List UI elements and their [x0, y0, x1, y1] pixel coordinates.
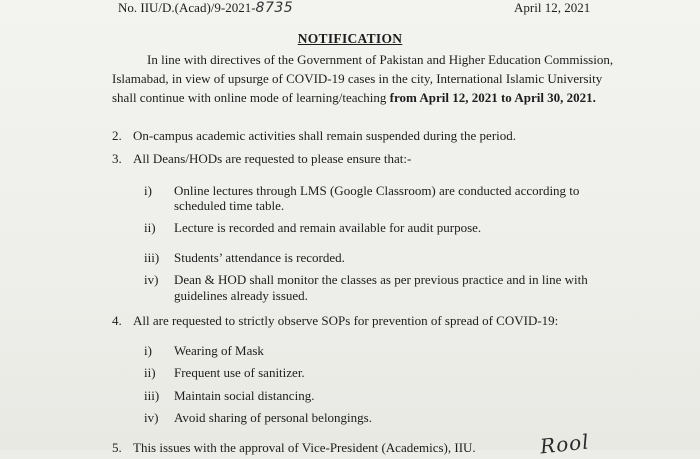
- item-3-number: 3.: [112, 151, 122, 166]
- item-3-sub-1-line-1: Online lectures through LMS (Google Classroom) are conducted according to: [174, 183, 580, 198]
- item-3-text: All Deans/HODs are requested to please ensure that:-: [133, 151, 412, 166]
- item-4-sub-3-text: Maintain social distancing.: [174, 388, 315, 403]
- item-3-sub-1-numeral: i): [144, 183, 152, 198]
- item-4-sub-1-numeral: i): [144, 343, 152, 358]
- item-4-sub-3-numeral: iii): [144, 388, 160, 403]
- item-4-sub-4-numeral: iv): [144, 410, 159, 425]
- notification-title: NOTIFICATION: [297, 31, 403, 46]
- intro-line-3-text: shall continue with online mode of learning/teaching: [112, 90, 390, 105]
- item-5-text: This issues with the approval of Vice-President (Academics), IIU.: [133, 440, 476, 455]
- item-3-sub-4-numeral: iv): [144, 272, 159, 287]
- item-3-sub-2-numeral: ii): [144, 220, 156, 235]
- notification-date: April 12, 2021: [514, 0, 591, 15]
- reference-number: [118, 0, 293, 16]
- item-4-text: All are requested to strictly observe SOPs for prevention of spread of COVID-19:: [133, 313, 559, 328]
- item-2-number: 2.: [112, 128, 122, 143]
- reference-number-text: No. IIU/D.(Acad)/9-2021-: [118, 0, 256, 15]
- item-4-sub-2-text: Frequent use of sanitizer.: [174, 365, 305, 380]
- item-4-number: 4.: [112, 313, 122, 328]
- item-4-sub-1-text: Wearing of Mask: [174, 343, 264, 358]
- item-3-sub-4-line-2: guidelines already issued.: [174, 288, 308, 303]
- item-3-sub-1-line-2: scheduled time table.: [174, 198, 285, 213]
- intro-line-3: [112, 88, 596, 108]
- intro-line-2: Islamabad, in view of upsurge of COVID-19 cases in the city, International Islamic University: [112, 71, 603, 86]
- item-5-number: 5.: [112, 440, 122, 455]
- item-4-sub-2-numeral: ii): [144, 365, 156, 380]
- intro-period-bold: from April 12, 2021 to April 30, 2021.: [389, 90, 596, 105]
- item-3-sub-2-line-1: Lecture is recorded and remain available for audit purpose.: [174, 220, 482, 235]
- item-2-text: On-campus academic activities shall remain suspended during the period.: [133, 128, 517, 143]
- item-3-sub-4-line-1: Dean & HOD shall monitor the classes as per previous practice and in line with: [174, 272, 588, 287]
- handwritten-signature: Rool: [538, 429, 591, 459]
- item-3-sub-3-line-1: Students’ attendance is recorded.: [174, 250, 345, 265]
- reference-handwritten-number: 8735: [255, 0, 294, 16]
- item-3-sub-3-numeral: iii): [144, 250, 160, 265]
- intro-line-1: In line with directives of the Government of Pakistan and Higher Education Commission,: [147, 52, 614, 67]
- item-4-sub-4-text: Avoid sharing of personal belongings.: [174, 410, 372, 425]
